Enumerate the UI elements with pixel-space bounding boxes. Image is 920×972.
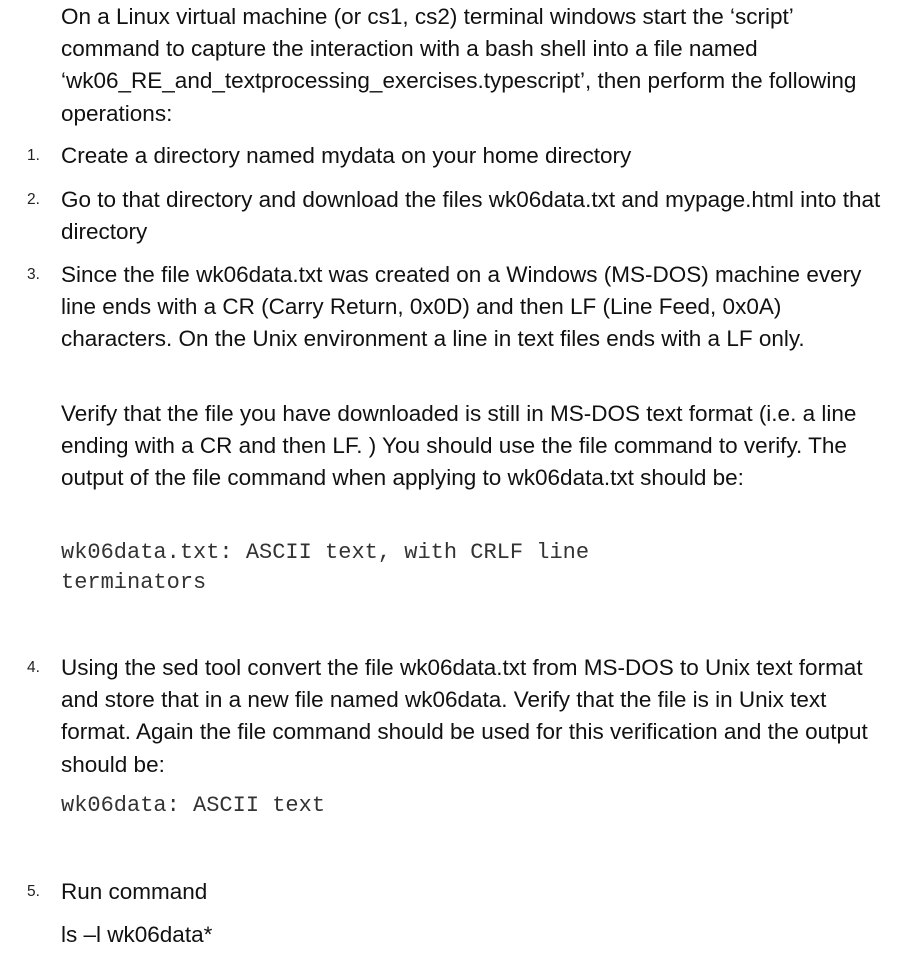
intro-paragraph: On a Linux virtual machine (or cs1, cs2) terminal windows start the ‘script’ command to capture the interaction with a bash shell into a file named ‘wk06_RE_and_textprocessing_exercises.typescript’, then perform the following operations: bbox=[61, 4, 857, 126]
step-text: Using the sed tool convert the file wk06data.txt from MS-DOS to Unix text format and store that in a new file named wk06data. Verify that the file is in Unix text format. Again the file command should be used for this verification and the output should be: bbox=[61, 655, 868, 777]
step-text: Go to that directory and download the files wk06data.txt and mypage.html into that directory bbox=[61, 187, 881, 245]
step-text: Since the file wk06data.txt was created on a Windows (MS-DOS) machine every line ends with a CR (Carry Return, 0x0D) and then LF (Line Feed, 0x0A) characters. On the Unix environment a line in text files ends with a LF only. bbox=[61, 262, 862, 352]
step-number: 1. bbox=[27, 147, 40, 164]
step-number: 2. bbox=[27, 191, 40, 208]
step-text: Run command bbox=[61, 879, 208, 904]
step-number: 5. bbox=[27, 883, 40, 900]
command-text: ls –l wk06data* bbox=[61, 922, 213, 947]
code-output: wk06data.txt: ASCII text, with CRLF line terminators bbox=[61, 540, 590, 595]
step-number: 3. bbox=[27, 266, 40, 283]
code-output: wk06data: ASCII text bbox=[61, 793, 326, 818]
step-text: Create a directory named mydata on your home directory bbox=[61, 143, 632, 168]
step-followup-text: Verify that the file you have downloaded is still in MS-DOS text format (i.e. a line ending with a CR and then LF. ) You should use the file command to verify. The output of the file command when applying to wk06data.txt should be: bbox=[61, 401, 857, 491]
step-number: 4. bbox=[27, 659, 40, 676]
